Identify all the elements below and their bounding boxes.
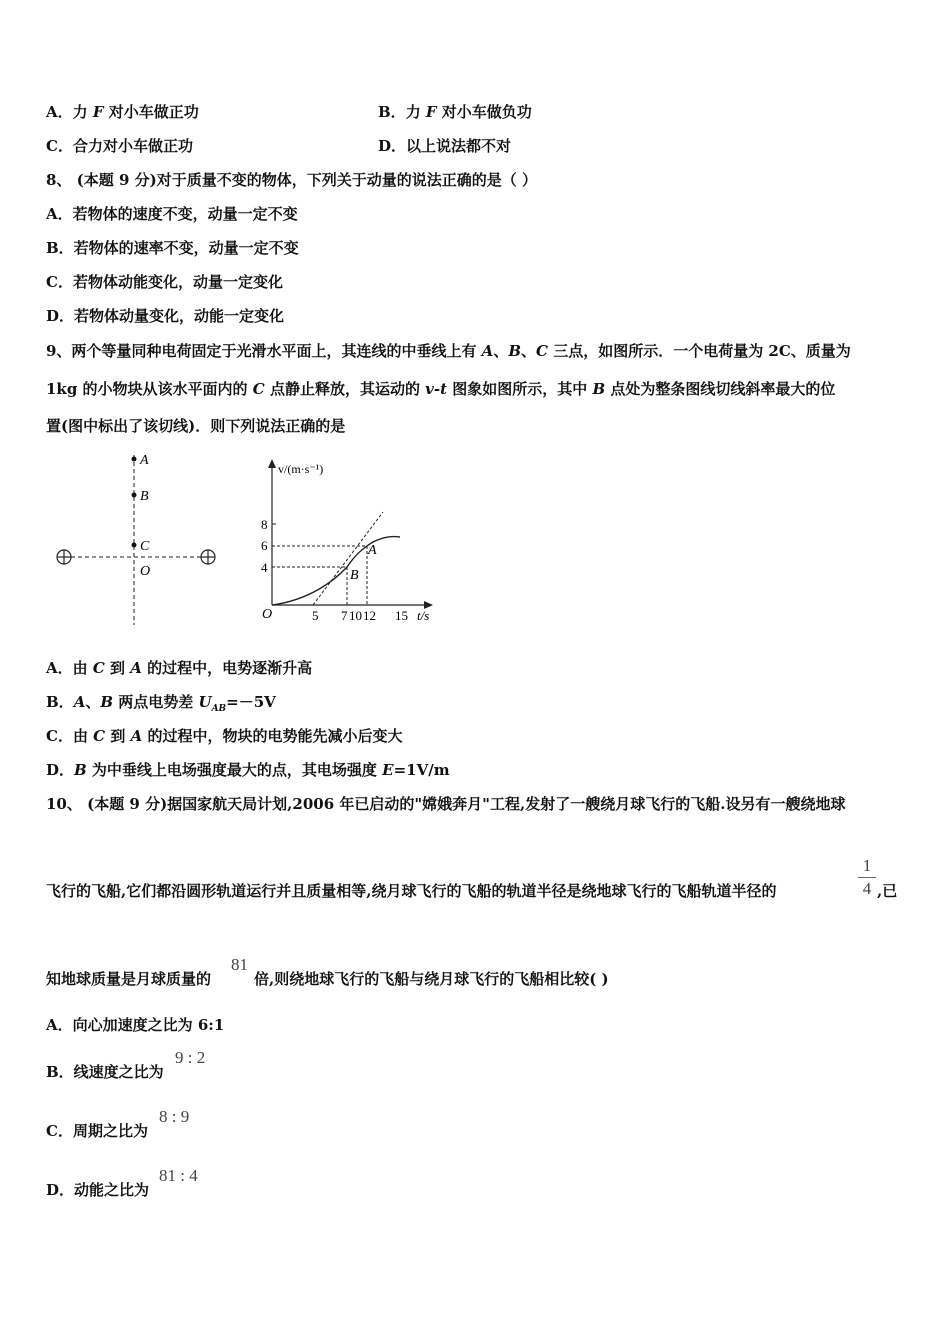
q10-stem-line3-b: 倍,则绕地球飞行的飞船与绕月球飞行的飞船相比较( ) (254, 970, 609, 988)
right-charge-icon (201, 550, 215, 564)
point-b-dot (132, 493, 137, 498)
q10-option-c: C．周期之比为 (46, 1122, 148, 1140)
q9-option-d: D．B 为中垂线上电场强度最大的点，其电场强度 E=1V/m (46, 761, 450, 779)
q10-option-d-ratio: 81 : 4 (159, 1166, 198, 1185)
q8-option-a: A．若物体的速度不变，动量一定不变 (46, 205, 298, 223)
q7-option-d: D．以上说法都不对 (378, 137, 512, 155)
q9-stem-line1: 9、两个等量同种电荷固定于光滑水平面上，其连线的中垂线上有 A、B、C 三点，如图所示．一个电荷量为 2C、质量为 (46, 342, 851, 360)
q9-option-a: A．由 C 到 A 的过程中，电势逐渐升高 (46, 659, 313, 677)
q10-option-a: A．向心加速度之比为 6:1 (46, 1016, 225, 1034)
label-b: B (140, 489, 149, 504)
q10-option-d: D．动能之比为 (46, 1181, 150, 1199)
point-a-label: A (368, 543, 377, 558)
q10-stem-line1: 10、 (本题 9 分)据国家航天局计划,2006 年已启动的"嫦娥奔月"工程,发射了一艘绕月球飞行的飞船.设另有一艘绕地球 (46, 795, 846, 813)
q10-option-b: B．线速度之比为 (46, 1063, 164, 1081)
t-axis-label: t/s (417, 608, 430, 623)
x-tick-5: 5 (312, 608, 319, 623)
vt-curve (272, 537, 400, 605)
label-c: C (140, 539, 150, 554)
q7-option-c: C．合力对小车做正功 (46, 137, 193, 155)
y-tick-8: 8 (261, 517, 268, 532)
v-axis-label: v/(m·s⁻¹) (278, 462, 324, 476)
q8-option-d: D．若物体动量变化，动能一定变化 (46, 307, 285, 325)
charge-diagram (50, 450, 225, 630)
ratio-81: 81 (231, 955, 248, 974)
left-charge-icon (57, 550, 71, 564)
label-o: O (140, 564, 151, 579)
x-tick-10: 10 (349, 608, 362, 623)
point-b-label: B (350, 568, 359, 583)
q10-option-b-ratio: 9 : 2 (175, 1048, 206, 1067)
y-tick-4: 4 (261, 560, 268, 575)
y-tick-6: 6 (261, 538, 268, 553)
q7-option-b: B．力 F 对小车做负功 (378, 103, 532, 121)
x-tick-15: 15 (395, 608, 408, 623)
q10-stem-line2: 飞行的飞船,它们都沿圆形轨道运行并且质量相等,绕月球飞行的飞船的轨道半径是绕地球飞行的飞船轨道半径的 (46, 882, 777, 900)
origin-label: O (262, 607, 273, 622)
tangent-line (313, 512, 383, 605)
q8-option-b: B．若物体的速率不变，动量一定不变 (46, 239, 299, 257)
vt-graph (255, 455, 445, 630)
q7-option-a: A．力 F 对小车做正功 (46, 103, 199, 121)
x-tick-12: 12 (363, 608, 376, 623)
q9-option-b: B．A、B 两点电势差 $U_{AB}=-5V$ (46, 693, 276, 714)
q10-stem-line3-a: 知地球质量是月球质量的 (46, 970, 212, 988)
q8-stem: 8、 (本题 9 分)对于质量不变的物体，下列关于动量的说法正确的是（ ） (46, 171, 537, 189)
q10-stem-line2-end: ,已 (877, 882, 898, 900)
q9-stem-line2: 1kg 的小物块从该水平面内的 C 点静止释放，其运动的 v-t 图象如图所示，其中 B 点处为整条图线切线斜率最大的位 (46, 380, 836, 398)
q10-option-c-ratio: 8 : 9 (159, 1107, 190, 1126)
q9-stem-line3: 置(图中标出了该切线)．则下列说法正确的是 (46, 417, 346, 435)
point-c-dot (132, 543, 137, 548)
v-axis-arrow-icon (268, 459, 276, 468)
q9-option-c: C．由 C 到 A 的过程中，物块的电势能先减小后变大 (46, 727, 403, 745)
point-a-dot (132, 457, 137, 462)
x-tick-7: 7 (341, 608, 348, 623)
fraction-one-quarter: 1 4 (858, 856, 876, 899)
q8-option-c: C．若物体动能变化，动量一定变化 (46, 273, 283, 291)
label-a: A (140, 453, 149, 468)
